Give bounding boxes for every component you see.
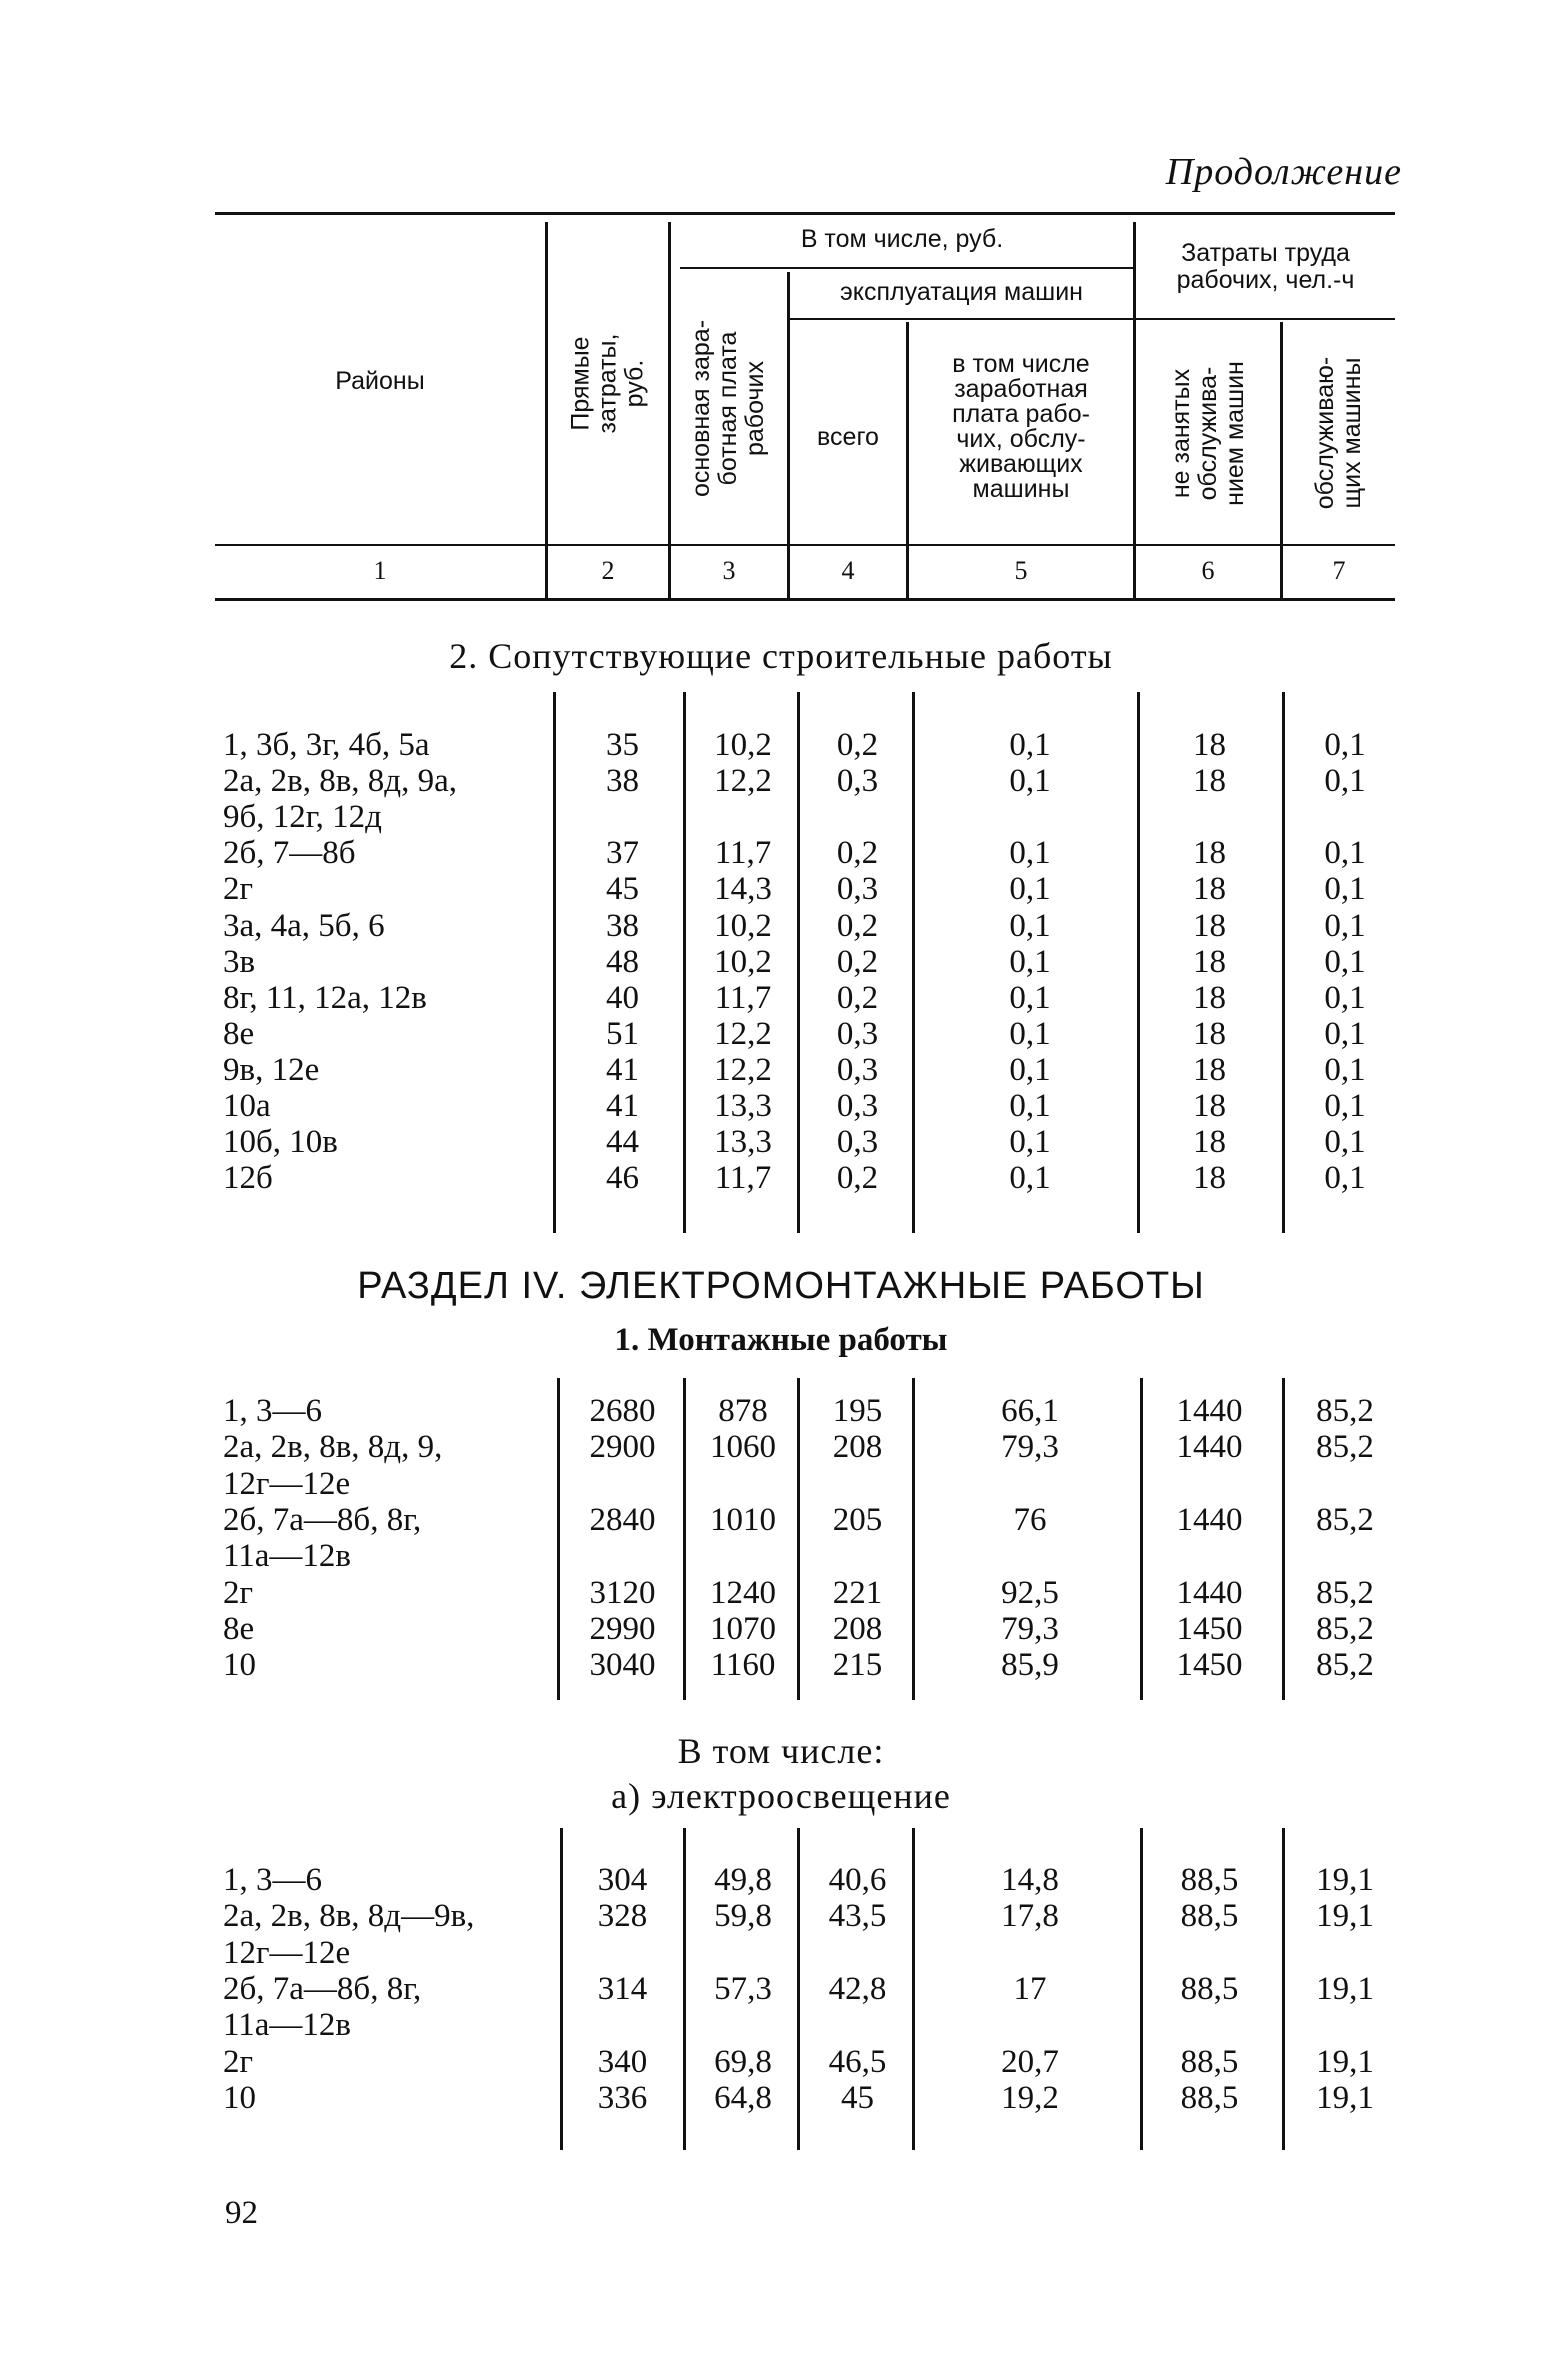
value-cell-c3: 57,3 bbox=[714, 1970, 772, 2007]
value-cell-c3: 1010 bbox=[710, 1501, 776, 1538]
region-cell: 12б bbox=[223, 1160, 273, 1197]
table-row bbox=[0, 835, 1562, 871]
header-direct-costs: Прямые затраты, руб. bbox=[566, 333, 649, 433]
region-cell: 2г bbox=[223, 871, 254, 908]
value-cell-c3: 11,7 bbox=[714, 1160, 772, 1197]
value-cell-c4: 208 bbox=[832, 1610, 883, 1647]
value-cell-c2: 51 bbox=[606, 1015, 639, 1052]
value-cell-c2: 340 bbox=[597, 2043, 648, 2080]
value-cell-c5: 66,1 bbox=[1001, 1393, 1059, 1429]
table-row bbox=[0, 1016, 1562, 1052]
column-number: 7 bbox=[1332, 556, 1346, 585]
region-cell: 2а, 2в, 8в, 8д, 9, bbox=[223, 1429, 443, 1466]
value-cell-c2: 314 bbox=[597, 1970, 648, 2007]
value-cell-c4: 0,2 bbox=[836, 1160, 879, 1197]
value-cell-c5: 0,1 bbox=[1009, 943, 1051, 980]
value-cell-c7: 85,2 bbox=[1316, 1429, 1374, 1466]
value-cell-c7: 19,1 bbox=[1316, 2043, 1374, 2080]
header-rule-labor bbox=[1133, 318, 1395, 320]
value-cell-c5: 17,8 bbox=[1001, 1898, 1059, 1935]
table-row bbox=[0, 2080, 1562, 2116]
region-cell: 8г, 11, 12а, 12в bbox=[223, 979, 427, 1016]
section-title: 1. Монтажные работы bbox=[614, 1322, 948, 1358]
table-row bbox=[0, 1898, 1562, 1934]
value-cell-c6: 18 bbox=[1193, 871, 1226, 908]
value-cell-c3: 12,2 bbox=[714, 1015, 772, 1052]
region-cell: 11а—12в bbox=[223, 2007, 352, 2044]
value-cell-c5: 0,1 bbox=[1009, 763, 1051, 800]
table-row bbox=[0, 944, 1562, 980]
table-row bbox=[0, 1088, 1562, 1124]
table-row bbox=[0, 1611, 1562, 1647]
header-incl-rub: В том числе, руб. bbox=[800, 225, 1004, 253]
table-row bbox=[0, 1429, 1562, 1465]
region-cell: 3в bbox=[223, 943, 256, 980]
value-cell-c6: 18 bbox=[1193, 979, 1226, 1016]
value-cell-c4: 40,6 bbox=[828, 1862, 887, 1898]
region-cell: 2г bbox=[223, 1574, 254, 1611]
value-cell-c7: 85,2 bbox=[1316, 1647, 1374, 1684]
table-row bbox=[0, 1124, 1562, 1160]
value-cell-c4: 45 bbox=[841, 2079, 874, 2116]
value-cell-c4: 0,3 bbox=[836, 763, 879, 800]
value-cell-c7: 85,2 bbox=[1316, 1393, 1374, 1429]
value-cell-c4: 0,3 bbox=[836, 1051, 879, 1088]
section-title: 2. Сопутствующие строительные работы bbox=[449, 636, 1113, 676]
value-cell-c5: 20,7 bbox=[1001, 2043, 1059, 2080]
table-row bbox=[0, 1538, 1562, 1574]
value-cell-c3: 13,3 bbox=[714, 1124, 772, 1161]
value-cell-c5: 0,1 bbox=[1009, 1160, 1051, 1197]
value-cell-c6: 1450 bbox=[1176, 1610, 1243, 1647]
value-cell-c7: 19,1 bbox=[1316, 1898, 1374, 1935]
table-row bbox=[0, 2007, 1562, 2043]
region-cell: 11а—12в bbox=[223, 1538, 352, 1575]
value-cell-c7: 0,1 bbox=[1324, 1051, 1366, 1088]
value-cell-c2: 44 bbox=[606, 1124, 639, 1161]
value-cell-c6: 1440 bbox=[1176, 1429, 1243, 1466]
table-row bbox=[0, 1575, 1562, 1611]
value-cell-c4: 0,3 bbox=[836, 1124, 879, 1161]
value-cell-c6: 88,5 bbox=[1180, 1862, 1239, 1898]
value-cell-c4: 208 bbox=[832, 1429, 883, 1466]
value-cell-c4: 0,2 bbox=[836, 835, 879, 872]
value-cell-c5: 0,1 bbox=[1009, 1088, 1051, 1124]
table-row bbox=[0, 980, 1562, 1016]
value-cell-c5: 79,3 bbox=[1001, 1429, 1059, 1466]
value-cell-c6: 88,5 bbox=[1180, 1970, 1239, 2007]
value-cell-c4: 205 bbox=[832, 1501, 883, 1538]
value-cell-c3: 14,3 bbox=[714, 871, 772, 908]
region-cell: 10б, 10в bbox=[223, 1124, 338, 1161]
header-bottom-rule bbox=[215, 544, 1395, 546]
value-cell-c4: 43,5 bbox=[828, 1898, 887, 1935]
value-cell-c7: 0,1 bbox=[1324, 871, 1366, 908]
value-cell-c6: 18 bbox=[1193, 1088, 1226, 1124]
value-cell-c5: 0,1 bbox=[1009, 1015, 1051, 1052]
value-cell-c4: 42,8 bbox=[828, 1970, 887, 2007]
colnum-bottom-rule bbox=[215, 598, 1395, 601]
value-cell-c6: 18 bbox=[1193, 907, 1226, 944]
value-cell-c7: 19,1 bbox=[1316, 1970, 1374, 2007]
value-cell-c5: 85,9 bbox=[1001, 1647, 1059, 1684]
value-cell-c7: 0,1 bbox=[1324, 907, 1366, 944]
value-cell-c2: 38 bbox=[606, 763, 639, 800]
value-cell-c2: 2680 bbox=[589, 1393, 656, 1429]
region-cell: 2б, 7а—8б, 8г, bbox=[223, 1970, 422, 2007]
value-cell-c6: 18 bbox=[1193, 835, 1226, 872]
region-cell: 2а, 2в, 8в, 8д—9в, bbox=[223, 1898, 475, 1935]
header-machine-workers: обслуживаю- щих машины bbox=[1311, 356, 1367, 510]
region-cell: 8е bbox=[223, 1610, 255, 1647]
value-cell-c3: 11,7 bbox=[714, 979, 772, 1016]
value-cell-c3: 10,2 bbox=[714, 727, 772, 763]
value-cell-c2: 2900 bbox=[589, 1429, 656, 1466]
column-number: 3 bbox=[722, 556, 736, 585]
value-cell-c4: 0,3 bbox=[836, 871, 879, 908]
value-cell-c3: 12,2 bbox=[714, 1051, 772, 1088]
value-cell-c3: 1160 bbox=[710, 1647, 776, 1684]
value-cell-c2: 41 bbox=[606, 1088, 639, 1124]
value-cell-c2: 45 bbox=[606, 871, 639, 908]
value-cell-c6: 18 bbox=[1193, 1160, 1226, 1197]
region-cell: 1, 3—6 bbox=[223, 1862, 322, 1898]
value-cell-c3: 10,2 bbox=[714, 943, 772, 980]
value-cell-c5: 76 bbox=[1013, 1501, 1047, 1538]
value-cell-c6: 1450 bbox=[1176, 1647, 1243, 1684]
value-cell-c7: 19,1 bbox=[1316, 1862, 1374, 1898]
value-cell-c5: 79,3 bbox=[1001, 1610, 1059, 1647]
value-cell-c7: 85,2 bbox=[1316, 1610, 1374, 1647]
value-cell-c3: 11,7 bbox=[714, 835, 772, 872]
value-cell-c3: 878 bbox=[718, 1393, 768, 1429]
region-cell: 2г bbox=[223, 2043, 254, 2080]
value-cell-c2: 304 bbox=[597, 1862, 648, 1898]
header-regions: Районы bbox=[335, 367, 425, 395]
value-cell-c7: 0,1 bbox=[1324, 1124, 1366, 1161]
table-row bbox=[0, 1647, 1562, 1683]
region-cell: 3а, 4а, 5б, 6 bbox=[223, 907, 385, 944]
value-cell-c6: 18 bbox=[1193, 727, 1226, 763]
column-number: 5 bbox=[1014, 556, 1028, 585]
value-cell-c7: 85,2 bbox=[1316, 1574, 1374, 1611]
header-rule-machines bbox=[787, 318, 1133, 320]
table-row bbox=[0, 1862, 1562, 1898]
header-labor-costs: Затраты труда рабочих, чел.-ч bbox=[1176, 239, 1355, 294]
value-cell-c3: 1070 bbox=[710, 1610, 776, 1647]
value-cell-c3: 13,3 bbox=[714, 1088, 772, 1124]
region-cell: 10 bbox=[223, 1647, 256, 1684]
value-cell-c3: 69,8 bbox=[714, 2043, 772, 2080]
region-cell: 9б, 12г, 12д bbox=[223, 799, 382, 836]
table-row bbox=[0, 799, 1562, 835]
region-cell: 12г—12е bbox=[223, 1934, 351, 1971]
value-cell-c3: 64,8 bbox=[714, 2079, 772, 2116]
value-cell-c3: 1060 bbox=[710, 1429, 776, 1466]
value-cell-c7: 0,1 bbox=[1324, 1088, 1366, 1124]
value-cell-c6: 88,5 bbox=[1180, 1898, 1239, 1935]
value-cell-c7: 0,1 bbox=[1324, 979, 1366, 1016]
header-machine-operation: эксплуатация машин bbox=[840, 278, 1083, 306]
value-cell-c7: 0,1 bbox=[1324, 1160, 1366, 1197]
region-cell: 2б, 7—8б bbox=[223, 835, 356, 872]
region-cell: 8е bbox=[223, 1015, 255, 1052]
value-cell-c6: 1440 bbox=[1176, 1501, 1243, 1538]
value-cell-c2: 38 bbox=[606, 907, 639, 944]
table-row bbox=[0, 871, 1562, 907]
header-total: всего bbox=[817, 423, 879, 451]
value-cell-c3: 1240 bbox=[710, 1574, 776, 1611]
value-cell-c5: 92,5 bbox=[1001, 1574, 1059, 1611]
value-cell-c2: 3120 bbox=[589, 1574, 656, 1611]
value-cell-c4: 0,2 bbox=[836, 979, 879, 1016]
value-cell-c5: 0,1 bbox=[1009, 835, 1051, 872]
region-cell: 1, 3—6 bbox=[223, 1393, 322, 1429]
column-number: 6 bbox=[1201, 556, 1215, 585]
table-row bbox=[0, 1502, 1562, 1538]
value-cell-c3: 49,8 bbox=[714, 1862, 772, 1898]
header-not-machine: не занятых обслужива- нием машин bbox=[1166, 360, 1249, 506]
value-cell-c3: 10,2 bbox=[714, 907, 772, 944]
value-cell-c6: 18 bbox=[1193, 1015, 1226, 1052]
value-cell-c6: 18 bbox=[1193, 1051, 1226, 1088]
value-cell-c2: 3040 bbox=[589, 1647, 656, 1684]
value-cell-c5: 0,1 bbox=[1009, 907, 1051, 944]
continuation-label: Продолжение bbox=[1165, 151, 1402, 193]
value-cell-c2: 336 bbox=[597, 2079, 648, 2116]
part-title: РАЗДЕЛ IV. ЭЛЕКТРОМОНТАЖНЫЕ РАБОТЫ bbox=[357, 1265, 1205, 1307]
value-cell-c2: 328 bbox=[597, 1898, 648, 1935]
value-cell-c6: 1440 bbox=[1176, 1393, 1243, 1429]
value-cell-c4: 0,2 bbox=[836, 943, 879, 980]
table-row bbox=[0, 908, 1562, 944]
value-cell-c7: 0,1 bbox=[1324, 835, 1366, 872]
value-cell-c5: 0,1 bbox=[1009, 727, 1051, 763]
region-cell: 10 bbox=[223, 2079, 256, 2116]
table-row bbox=[0, 1393, 1562, 1429]
value-cell-c5: 14,8 bbox=[1001, 1862, 1059, 1898]
value-cell-c4: 0,3 bbox=[836, 1088, 879, 1124]
value-cell-c6: 18 bbox=[1193, 943, 1226, 980]
region-cell: 2б, 7а—8б, 8г, bbox=[223, 1501, 422, 1538]
value-cell-c7: 0,1 bbox=[1324, 763, 1366, 800]
header-top-rule bbox=[215, 212, 1395, 215]
value-cell-c7: 0,1 bbox=[1324, 1015, 1366, 1052]
table-row bbox=[0, 1052, 1562, 1088]
table-row bbox=[0, 2044, 1562, 2080]
value-cell-c3: 12,2 bbox=[714, 763, 772, 800]
value-cell-c2: 46 bbox=[606, 1160, 639, 1197]
value-cell-c4: 0,3 bbox=[836, 1015, 879, 1052]
column-number: 2 bbox=[601, 556, 615, 585]
value-cell-c4: 0,2 bbox=[836, 907, 879, 944]
value-cell-c5: 19,2 bbox=[1001, 2079, 1059, 2116]
value-cell-c2: 2840 bbox=[589, 1501, 656, 1538]
region-cell: 12г—12е bbox=[223, 1465, 351, 1502]
value-cell-c2: 40 bbox=[606, 979, 639, 1016]
region-cell: 1, 3б, 3г, 4б, 5а bbox=[223, 727, 430, 763]
region-cell: 2а, 2в, 8в, 8д, 9а, bbox=[223, 763, 457, 800]
subsection-label: В том числе: bbox=[677, 1731, 885, 1771]
table-row bbox=[0, 1935, 1562, 1971]
value-cell-c5: 0,1 bbox=[1009, 979, 1051, 1016]
region-cell: 9в, 12е bbox=[223, 1051, 320, 1088]
value-cell-c2: 37 bbox=[606, 835, 639, 872]
value-cell-c3: 59,8 bbox=[714, 1898, 772, 1935]
value-cell-c6: 88,5 bbox=[1180, 2079, 1239, 2116]
value-cell-c2: 35 bbox=[606, 727, 639, 763]
header-incl-wage-machinists: в том числе заработная плата рабо- чих, обслу- живающих машины bbox=[952, 350, 1090, 503]
table-row bbox=[0, 727, 1562, 763]
value-cell-c4: 46,5 bbox=[828, 2043, 887, 2080]
value-cell-c5: 17 bbox=[1013, 1970, 1047, 2007]
value-cell-c6: 88,5 bbox=[1180, 2043, 1239, 2080]
page-number: 92 bbox=[225, 2195, 258, 2231]
value-cell-c5: 0,1 bbox=[1009, 1124, 1051, 1161]
table-row bbox=[0, 1971, 1562, 2007]
subsection-title: а) электроосвещение bbox=[611, 1776, 951, 1816]
header-base-wage: основная зара- ботная плата рабочих bbox=[687, 319, 770, 497]
table-row bbox=[0, 763, 1562, 799]
value-cell-c6: 18 bbox=[1193, 1124, 1226, 1161]
value-cell-c5: 0,1 bbox=[1009, 1051, 1051, 1088]
value-cell-c5: 0,1 bbox=[1009, 871, 1051, 908]
value-cell-c4: 195 bbox=[832, 1393, 883, 1429]
table-row bbox=[0, 1160, 1562, 1196]
value-cell-c4: 0,2 bbox=[836, 727, 879, 763]
table-row bbox=[0, 1466, 1562, 1502]
column-number: 4 bbox=[841, 556, 855, 585]
value-cell-c6: 18 bbox=[1193, 763, 1226, 800]
value-cell-c2: 2990 bbox=[589, 1610, 656, 1647]
value-cell-c4: 221 bbox=[832, 1574, 883, 1611]
value-cell-c4: 215 bbox=[832, 1647, 883, 1684]
value-cell-c7: 85,2 bbox=[1316, 1501, 1374, 1538]
value-cell-c7: 0,1 bbox=[1324, 943, 1366, 980]
value-cell-c2: 48 bbox=[606, 943, 639, 980]
region-cell: 10а bbox=[223, 1088, 271, 1124]
column-number: 1 bbox=[373, 556, 387, 585]
value-cell-c2: 41 bbox=[606, 1051, 639, 1088]
value-cell-c7: 19,1 bbox=[1316, 2079, 1374, 2116]
header-rule-incl bbox=[680, 267, 1133, 269]
value-cell-c6: 1440 bbox=[1176, 1574, 1243, 1611]
value-cell-c7: 0,1 bbox=[1324, 727, 1366, 763]
